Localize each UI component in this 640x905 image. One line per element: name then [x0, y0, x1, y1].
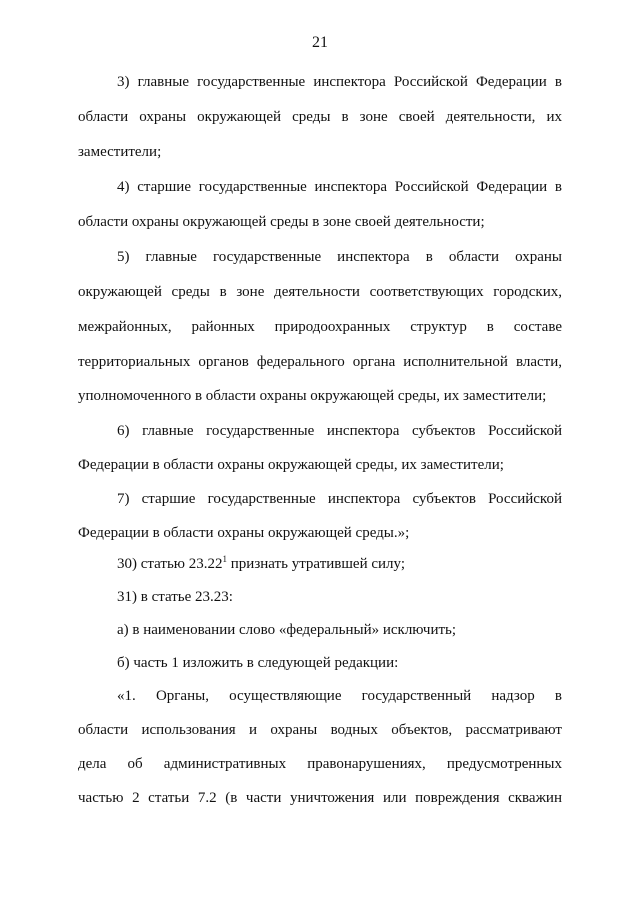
- text-line: области охраны окружающей среды в зоне своей деятельности;: [78, 214, 485, 230]
- text-segment: признать утратившей силу;: [227, 556, 405, 572]
- text-segment: 30) статью 23.22: [117, 556, 223, 572]
- text-line: уполномоченного в области охраны окружающей среды, их заместители;: [78, 388, 547, 404]
- text-line: Федерации в области охраны окружающей среды.»;: [78, 525, 410, 541]
- text-line: а) в наименовании слово «федеральный» исключить;: [117, 622, 457, 638]
- text-line: окружающей среды в зоне деятельности соответствующих городских,: [78, 284, 562, 300]
- text-line: межрайонных, районных природоохранных структур в составе: [78, 319, 562, 335]
- page-number: 21: [312, 34, 328, 51]
- text-line: частью 2 статьи 7.2 (в части уничтожения или повреждения скважин: [78, 790, 562, 806]
- text-line: территориальных органов федерального органа исполнительной власти,: [78, 354, 562, 370]
- text-line: 7) старшие государственные инспектора субъектов Российской: [117, 491, 562, 507]
- superscript: 1: [222, 554, 228, 564]
- text-line: б) часть 1 изложить в следующей редакции:: [117, 655, 399, 671]
- text-line: 31) в статье 23.23:: [117, 589, 233, 605]
- text-line: «1. Органы, осуществляющие государственный надзор в: [117, 688, 562, 704]
- text-line: 5) главные государственные инспектора в области охраны: [117, 249, 562, 265]
- text-line: области использования и охраны водных объектов, рассматривают: [78, 722, 562, 738]
- text-line: дела об административных правонарушениях, предусмотренных: [78, 756, 562, 772]
- text-line: [117, 554, 562, 574]
- text-line: 6) главные государственные инспектора субъектов Российской: [117, 423, 562, 439]
- text-line: заместители;: [78, 144, 162, 160]
- text-line: 4) старшие государственные инспектора Российской Федерации в: [117, 179, 562, 195]
- text-line: Федерации в области охраны окружающей среды, их заместители;: [78, 457, 504, 473]
- text-line: области охраны окружающей среды в зоне своей деятельности, их: [78, 109, 562, 125]
- text-line: 3) главные государственные инспектора Российской Федерации в: [117, 74, 562, 90]
